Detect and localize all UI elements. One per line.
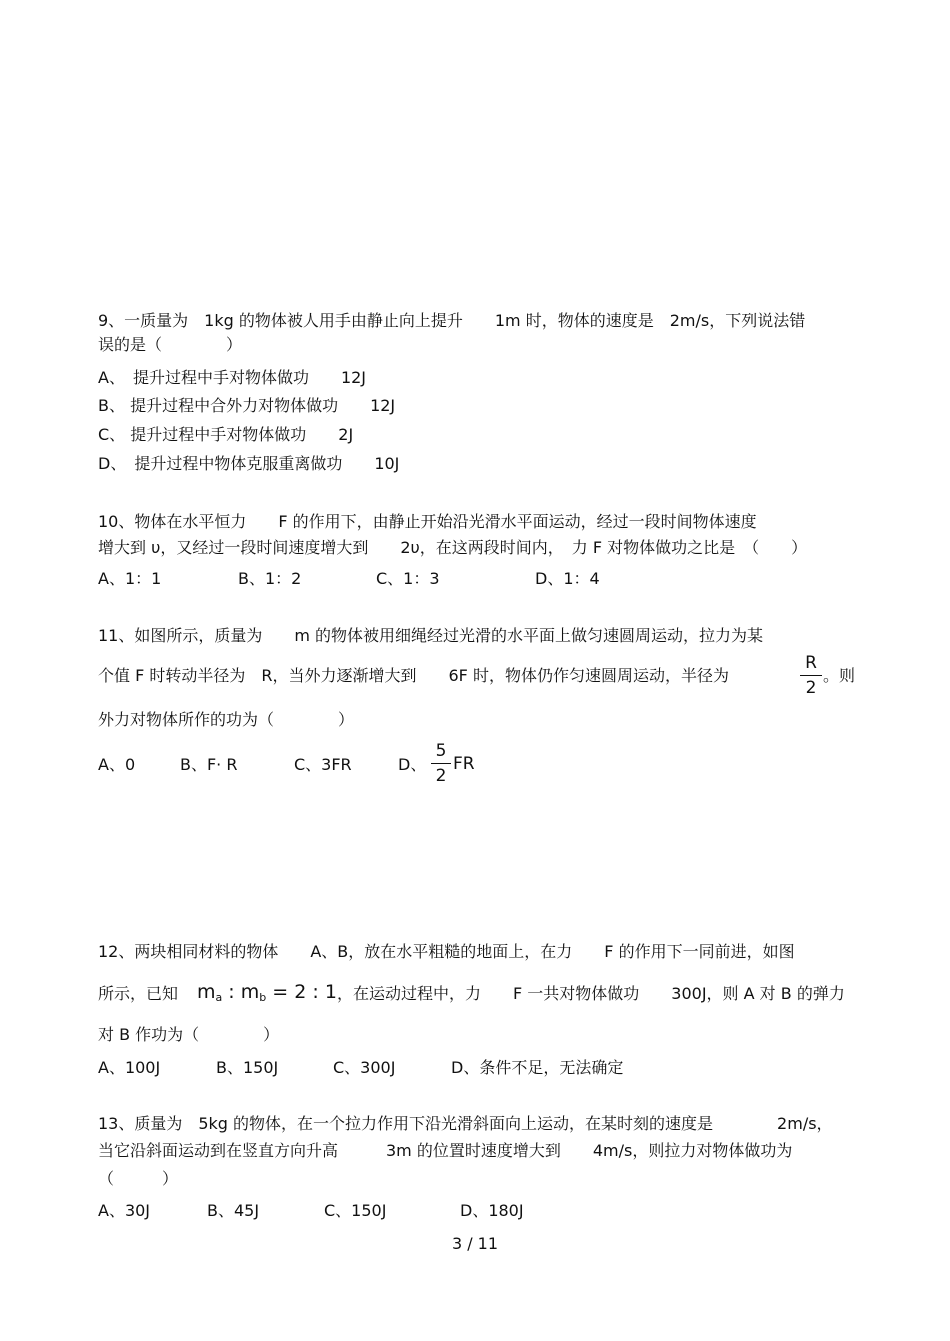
q11-stem-line1: 11、如图所示，质量为 m 的物体被用细绳经过光滑的水平面上做匀速圆周运动，拉力为某 [98,626,764,645]
q10-stem-line1: 10、物体在水平恒力 F 的作用下，由静止开始沿光滑水平面运动，经过一段时间物体速度 [98,512,757,531]
q12-option-a: A、100J [98,1058,161,1077]
q13-option-d: D、180J [460,1201,524,1220]
q10-stem-line2: 增大到 υ，又经过一段时间速度增大到 2υ，在这两段时间内， 力 F 对物体做功之比是 （ ） [98,538,808,557]
q12-ratio-value: = 2 : 1 [266,981,337,1003]
q12-stem-line1: 12、两块相同材料的物体 A、B，放在水平粗糙的地面上，在力 F 的作用下一同前进，如图 [98,942,795,961]
q11-fraction-r-over-2 [800,653,822,698]
q13-stem-line2: 当它沿斜面运动到在竖直方向升高 3m 的位置时速度增大到 4m/s，则拉力对物体做功为 [98,1141,793,1160]
q13-stem-line3: （ ） [98,1169,179,1188]
q11-option-b: B、F· R [180,755,238,774]
q13-stem-line1: 13、质量为 5kg 的物体，在一个拉力作用下沿光滑斜面向上运动，在某时刻的速度是 2m/s， [98,1114,833,1133]
q11-option-d-fraction [431,741,451,786]
q11-option-a: A、0 [98,755,136,774]
q9-option-a: A、 提升过程中手对物体做功 12J [98,368,367,387]
q12-option-b: B、150J [216,1058,279,1077]
q11-option-d-denominator: 2 [435,766,447,786]
q11-fraction-bar [800,675,822,676]
q12-option-d: D、条件不足，无法确定 [451,1058,624,1077]
q11-stem-line3: 外力对物体所作的功为（ ） [98,710,355,729]
q10-option-d: D、1：4 [535,569,600,588]
q12-ma: m [197,981,216,1003]
q10-option-a: A、1：1 [98,569,162,588]
page-number: 3 / 11 [451,1234,499,1253]
q10-option-b: B、1：2 [238,569,302,588]
q9-option-c: C、 提升过程中手对物体做功 2J [98,425,354,444]
q12-ma-subscript: a [215,991,223,1004]
q11-option-c: C、3FR [294,755,352,774]
q9-option-b: B、 提升过程中合外力对物体做功 12J [98,396,396,415]
q11-fraction-numerator: R [805,653,817,673]
q10-option-c: C、1：3 [376,569,440,588]
q9-stem-line1: 9、一质量为 1kg 的物体被人用手由静止向上提升 1m 时，物体的速度是 2m/s，下列说法错 [98,311,806,330]
q12-option-c: C、300J [333,1058,396,1077]
q11-stem-line2: 个值 F 时转动半径为 R，当外力逐渐增大到 6F 时，物体仍作匀速圆周运动，半径为 [98,666,729,685]
q11-stem-line2-tail: 。则 [823,666,856,685]
q11-option-d-numerator: 5 [435,741,447,761]
q11-option-d-tail: FR [453,754,475,774]
q12-stem-line2-tail: ，在运动过程中，力 F 一共对物体做功 300J，则 A 对 B 的弹力 [337,984,845,1003]
q11-option-d-label: D、 [398,755,427,774]
q11-fraction-denominator: 2 [805,678,817,698]
q11-option-d-fraction-bar [431,763,451,764]
q12-mb-subscript: b [259,991,267,1004]
q13-option-b: B、45J [207,1201,260,1220]
q12-mb: : m [222,981,260,1003]
q9-stem-line2: 误的是（ ） [98,335,243,354]
q13-option-a: A、30J [98,1201,151,1220]
q12-stem-line2-head: 所示，已知 [98,984,179,1003]
q12-mass-ratio [197,982,337,1008]
q13-option-c: C、150J [324,1201,387,1220]
q12-stem-line3: 对 B 作功为（ ） [98,1025,280,1044]
q9-option-d: D、 提升过程中物体克服重离做功 10J [98,454,400,473]
